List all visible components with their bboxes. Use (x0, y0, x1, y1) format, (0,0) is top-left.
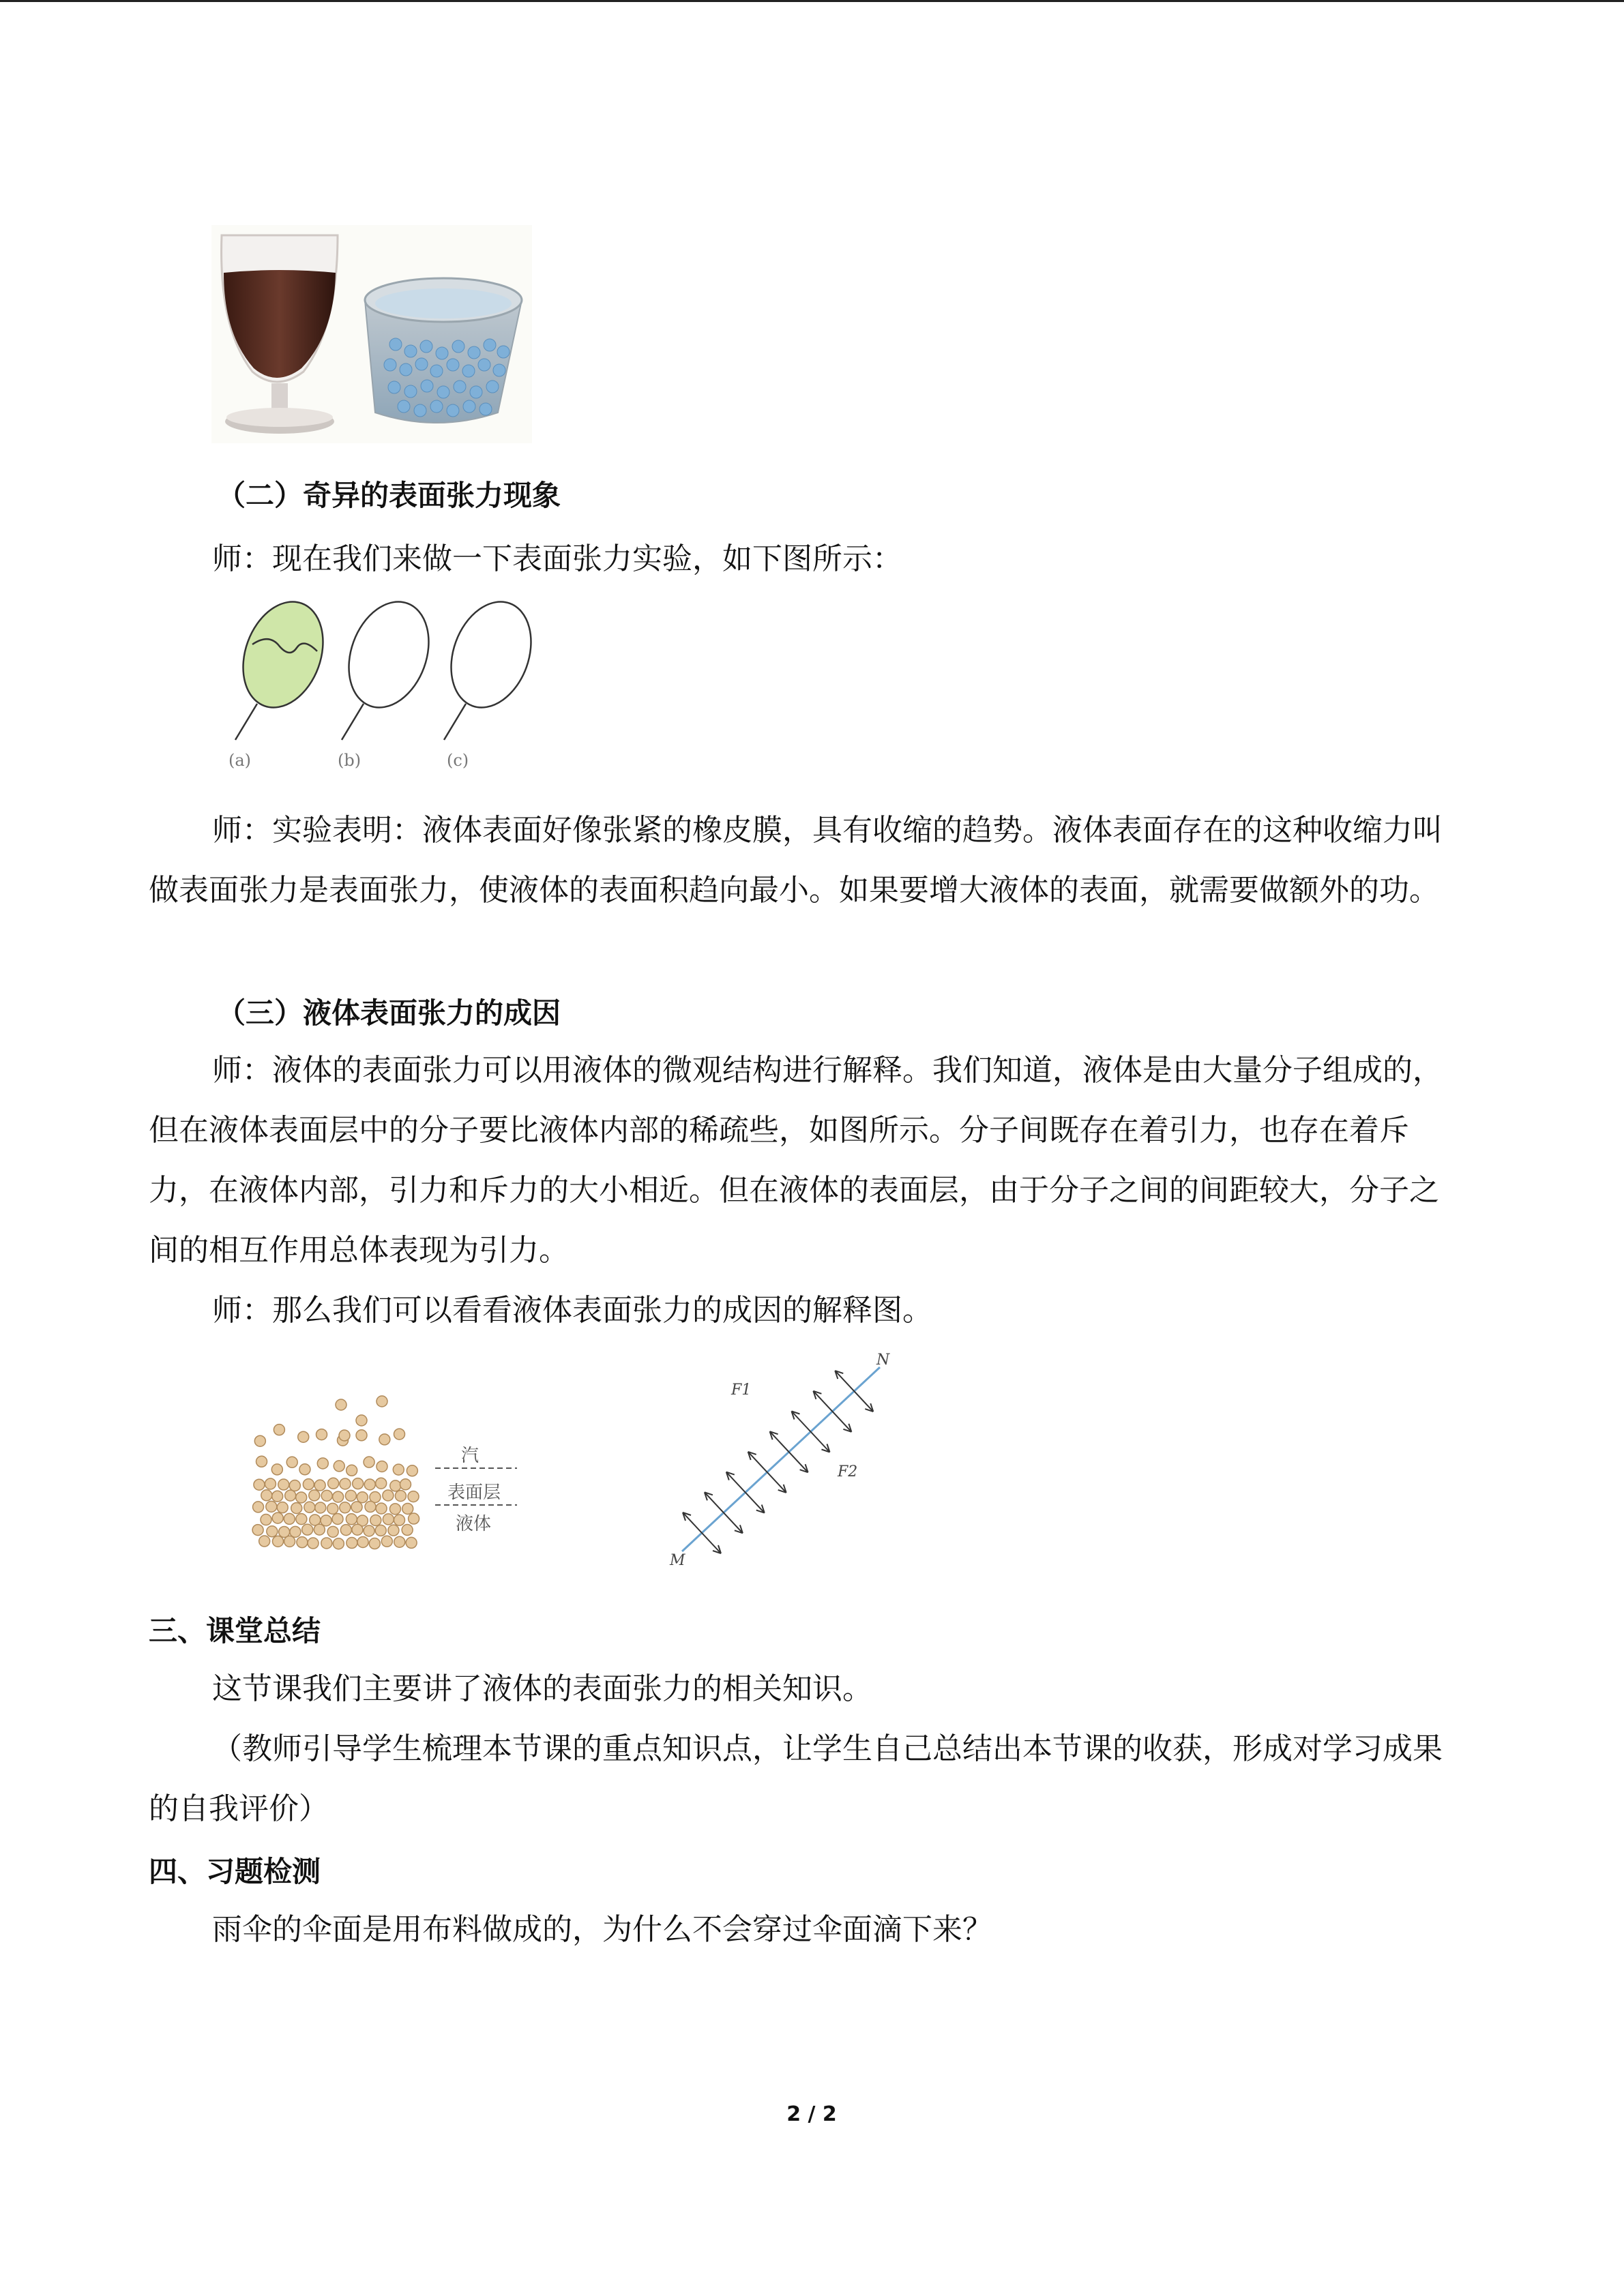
molecule-dot (365, 1502, 376, 1512)
molecule-dot (393, 1464, 404, 1475)
molecule-dot (352, 1524, 363, 1535)
molecule-dot (277, 1502, 288, 1513)
molecule-dot (356, 1415, 367, 1426)
molecule-dot (284, 1536, 295, 1547)
molecule-dot (408, 1491, 419, 1502)
molecule-dot (353, 1478, 364, 1489)
molecule-dot (406, 1537, 417, 1548)
molecule-dot (278, 1479, 289, 1490)
molecule-dot (289, 1480, 300, 1491)
molecule-dot (376, 1478, 387, 1489)
molecule-dot (296, 1514, 307, 1525)
molecule-dot (261, 1515, 271, 1525)
molecule-dot (267, 1526, 278, 1537)
section-heading: 四、习题检测 (149, 1855, 321, 1888)
molecule-dot (321, 1490, 332, 1501)
molecule-dot (328, 1478, 339, 1489)
molecule-dot (317, 1458, 328, 1469)
molecule-dot (302, 1524, 313, 1535)
surface-layer-figure (211, 1347, 900, 1572)
molecule-dot (254, 1435, 265, 1446)
molecule-dot (364, 1479, 375, 1490)
molecule-dot (266, 1501, 277, 1512)
paragraph: 师：液体的表面张力可以用液体的微观结构进行解释。我们知道，液体是由大量分子组成的，但在液体表面层中的分子要比液体内部的稀疏些，如图所示。分子间既存在着引力，也存在着斥力，在液体内部，引力和斥力的大小相近。但在液体的表面层，由于分子之间的间距较大，分子之间的相互作用总体表现为引力。 (149, 1053, 1443, 1268)
molecule-dot (400, 1479, 411, 1490)
paragraph: 这节课我们主要讲了液体的表面张力的相关知识。 (212, 1671, 872, 1706)
vapor-label: 汽 (461, 1446, 479, 1466)
molecule-dot (291, 1503, 302, 1514)
surface-layer-label: 表面层 (447, 1482, 501, 1503)
figure-label: (a) (228, 751, 252, 770)
molecule-dot (409, 1513, 419, 1524)
molecule-dot (402, 1503, 413, 1514)
molecule-dot (377, 1461, 387, 1472)
molecule-dot (388, 1525, 399, 1536)
molecule-dot (296, 1492, 307, 1503)
molecule-dot (315, 1502, 326, 1513)
molecule-dot (265, 1478, 276, 1489)
paragraph: 师：实验表明：液体表面好像张紧的橡皮膜，具有收缩的趋势。液体表面存在的这种收缩力叫做表面张力是表面张力，使液体的表面积趋向最小。如果要增大液体的表面，就需要做额外的功。 (149, 813, 1443, 908)
molecule-dot (333, 1538, 344, 1549)
molecule-dot (377, 1396, 387, 1407)
molecule-dot (290, 1526, 301, 1537)
molecule-dot (286, 1457, 297, 1467)
molecule-dot (272, 1536, 283, 1547)
molecule-dot (299, 1464, 310, 1475)
molecule-dot (357, 1492, 368, 1503)
molecule-dot (314, 1524, 325, 1535)
molecule-dot (334, 1461, 344, 1472)
molecule-dot (274, 1425, 284, 1435)
molecule-dot (345, 1490, 356, 1501)
glass-and-bowl-figure (211, 225, 532, 443)
molecule-dot (297, 1537, 308, 1548)
molecule-dot (375, 1525, 386, 1536)
molecule-dot (309, 1490, 320, 1501)
molecule-dot (272, 1512, 283, 1523)
molecule-dot (383, 1514, 394, 1525)
molecule-dot (389, 1504, 400, 1515)
molecule-dot (252, 1525, 263, 1536)
molecule-dot (407, 1465, 417, 1476)
molecule-dot (351, 1502, 362, 1512)
molecule-dot (364, 1525, 374, 1536)
molecule-dot (379, 1434, 390, 1445)
molecule-dot (259, 1536, 270, 1547)
molecule-dot (395, 1491, 406, 1502)
molecule-dot (332, 1513, 343, 1524)
molecule-dot (327, 1526, 338, 1537)
molecule-dot (370, 1515, 381, 1525)
molecule-dot (369, 1538, 380, 1549)
molecule-dot (357, 1536, 368, 1547)
molecule-dot (394, 1429, 405, 1440)
molecule-dot (376, 1503, 387, 1514)
force-f1-label: F1 (731, 1382, 752, 1399)
section-heading: 三、课堂总结 (149, 1614, 321, 1648)
molecule-dot (394, 1515, 405, 1525)
paragraph: （教师引导学生梳理本节课的重点知识点，让学生自己总结出本节课的收获，形成对学习成果的自我评价） (149, 1731, 1443, 1826)
molecule-dot (285, 1490, 296, 1501)
molecule-dot (346, 1465, 357, 1476)
molecule-dot (333, 1491, 344, 1502)
molecule-dot (336, 1399, 346, 1410)
paragraph: 师：现在我们来做一下表面张力实验，如下图所示： (212, 541, 902, 576)
molecule-dot (346, 1538, 357, 1549)
molecule-dot (381, 1536, 392, 1547)
molecule-dot (394, 1536, 405, 1547)
liquid-label: 液体 (456, 1514, 492, 1534)
paragraph: 师：那么我们可以看看液体表面张力的成因的解释图。 (212, 1293, 932, 1328)
figure-label: (b) (338, 751, 361, 770)
section-heading: （二）奇异的表面张力现象 (217, 479, 561, 512)
molecule-dot (303, 1479, 314, 1490)
molecule-dot (271, 1464, 282, 1475)
figure-label: (c) (447, 751, 469, 770)
molecule-dot (272, 1491, 283, 1502)
point-m-label: M (670, 1552, 685, 1569)
molecule-dot (308, 1538, 319, 1549)
molecule-dot (284, 1513, 295, 1524)
point-n-label: N (876, 1352, 890, 1369)
molecule-dot (327, 1503, 338, 1514)
molecule-dot (339, 1430, 350, 1441)
molecule-dot (298, 1431, 309, 1442)
molecule-dot (321, 1538, 332, 1549)
molecule-dot (256, 1456, 267, 1467)
molecule-dot (340, 1478, 351, 1489)
molecule-dot (340, 1525, 351, 1536)
molecule-dot (390, 1480, 401, 1491)
section-heading: （三）液体表面张力的成因 (217, 996, 561, 1030)
molecule-dot (261, 1490, 272, 1501)
molecule-dot (340, 1502, 351, 1513)
molecule-dot (254, 1479, 265, 1490)
molecule-dot (304, 1502, 315, 1512)
paragraph: 雨伞的伞面是用布料做成的，为什么不会穿过伞面滴下来？ (212, 1912, 992, 1947)
molecule-dot (356, 1430, 367, 1441)
molecule-dot (314, 1480, 325, 1491)
page-top-rule (0, 0, 1624, 2)
molecule-dot (402, 1525, 413, 1536)
page-number: 2 / 2 (786, 2102, 837, 2126)
soap-film-rings-figure (215, 593, 535, 777)
molecule-dot (253, 1502, 264, 1512)
molecule-dot (383, 1490, 394, 1501)
molecule-dot (316, 1429, 327, 1440)
molecule-dot (346, 1514, 357, 1525)
molecule-dot (364, 1457, 374, 1467)
force-f2-label: F2 (838, 1463, 858, 1480)
